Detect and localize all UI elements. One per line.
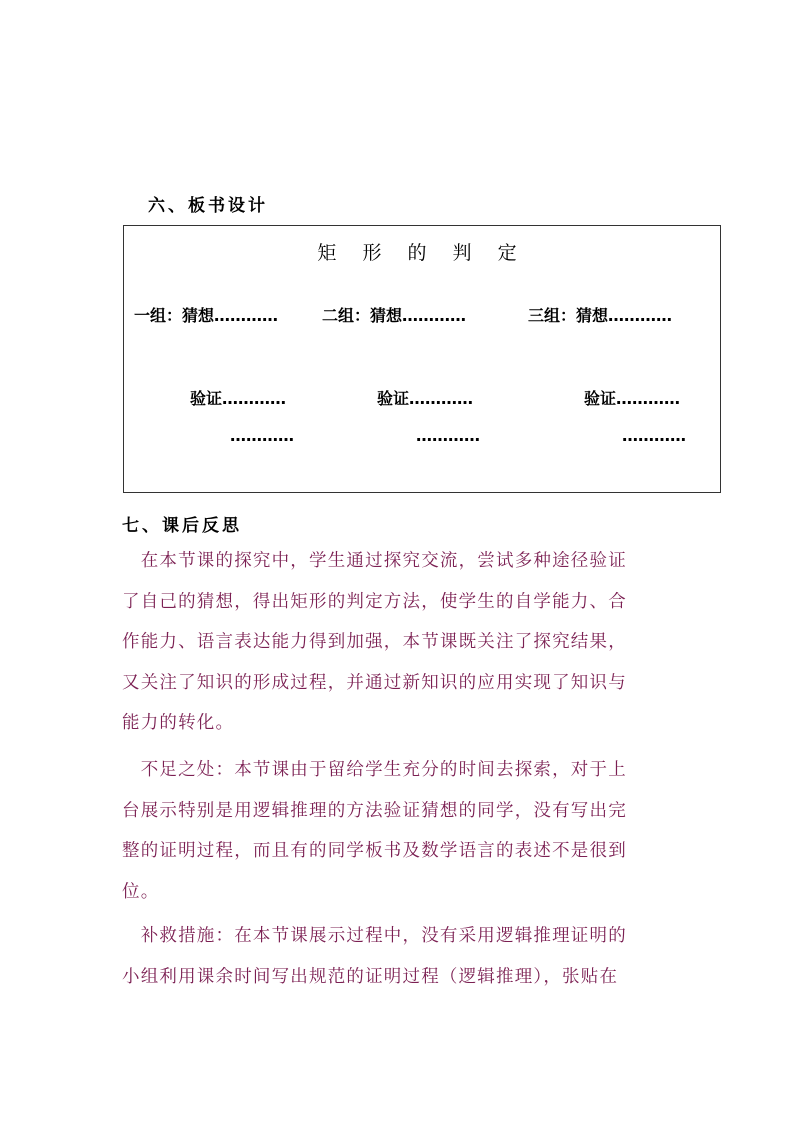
reflection-paragraph-summary <box>122 541 682 744</box>
group1-verify: 验证………… <box>190 389 287 408</box>
board-design-box <box>123 225 721 493</box>
reflection-paragraph-remedy <box>122 916 682 997</box>
group2-verify-continued: ………… <box>416 426 480 445</box>
section-heading-board-design: 六、板书设计 <box>148 196 268 216</box>
board-title: 矩 形 的 判 定 <box>317 242 527 264</box>
paragraph-line: 台展示特别是用逻辑推理的方法验证猜想的同学，没有写出完 <box>122 800 627 821</box>
paragraph-line: 能力的转化。 <box>122 713 235 733</box>
paragraph-line: 整的证明过程，而且有的同学板书及数学语言的表述不是很到 <box>122 841 627 861</box>
group2-verify: 验证………… <box>377 389 474 408</box>
paragraph-line: 又关注了知识的形成过程，并通过新知识的应用实现了知识与 <box>122 672 627 693</box>
paragraph-line: 位。 <box>122 881 160 902</box>
group1-verify-continued: ………… <box>230 426 294 445</box>
paragraph-line: 小组利用课余时间写出规范的证明过程（逻辑推理），张贴在 <box>122 966 619 987</box>
paragraph-line: 了自己的猜想，得出矩形的判定方法，使学生的自学能力、合 <box>122 591 627 612</box>
group1-guess: 一组：猜想………… <box>134 306 279 325</box>
paragraph-line: 在本节课的探究中，学生通过探究交流，尝试多种途径验证 <box>122 551 627 571</box>
paragraph-line: 不足之处：本节课由于留给学生充分的时间去探索，对于上 <box>122 760 627 780</box>
paragraph-line: 作能力、语言表达能力得到加强，本节课既关注了探究结果， <box>122 632 627 652</box>
group2-guess: 二组：猜想………… <box>322 306 467 325</box>
group3-verify-continued: ………… <box>622 426 686 445</box>
section-heading-reflection: 七、课后反思 <box>122 516 242 536</box>
group3-guess: 三组：猜想………… <box>528 306 673 325</box>
group3-verify: 验证………… <box>584 389 681 408</box>
reflection-paragraph-shortcomings <box>122 750 682 912</box>
paragraph-line: 补救措施：在本节课展示过程中，没有采用逻辑推理证明的 <box>122 926 627 946</box>
